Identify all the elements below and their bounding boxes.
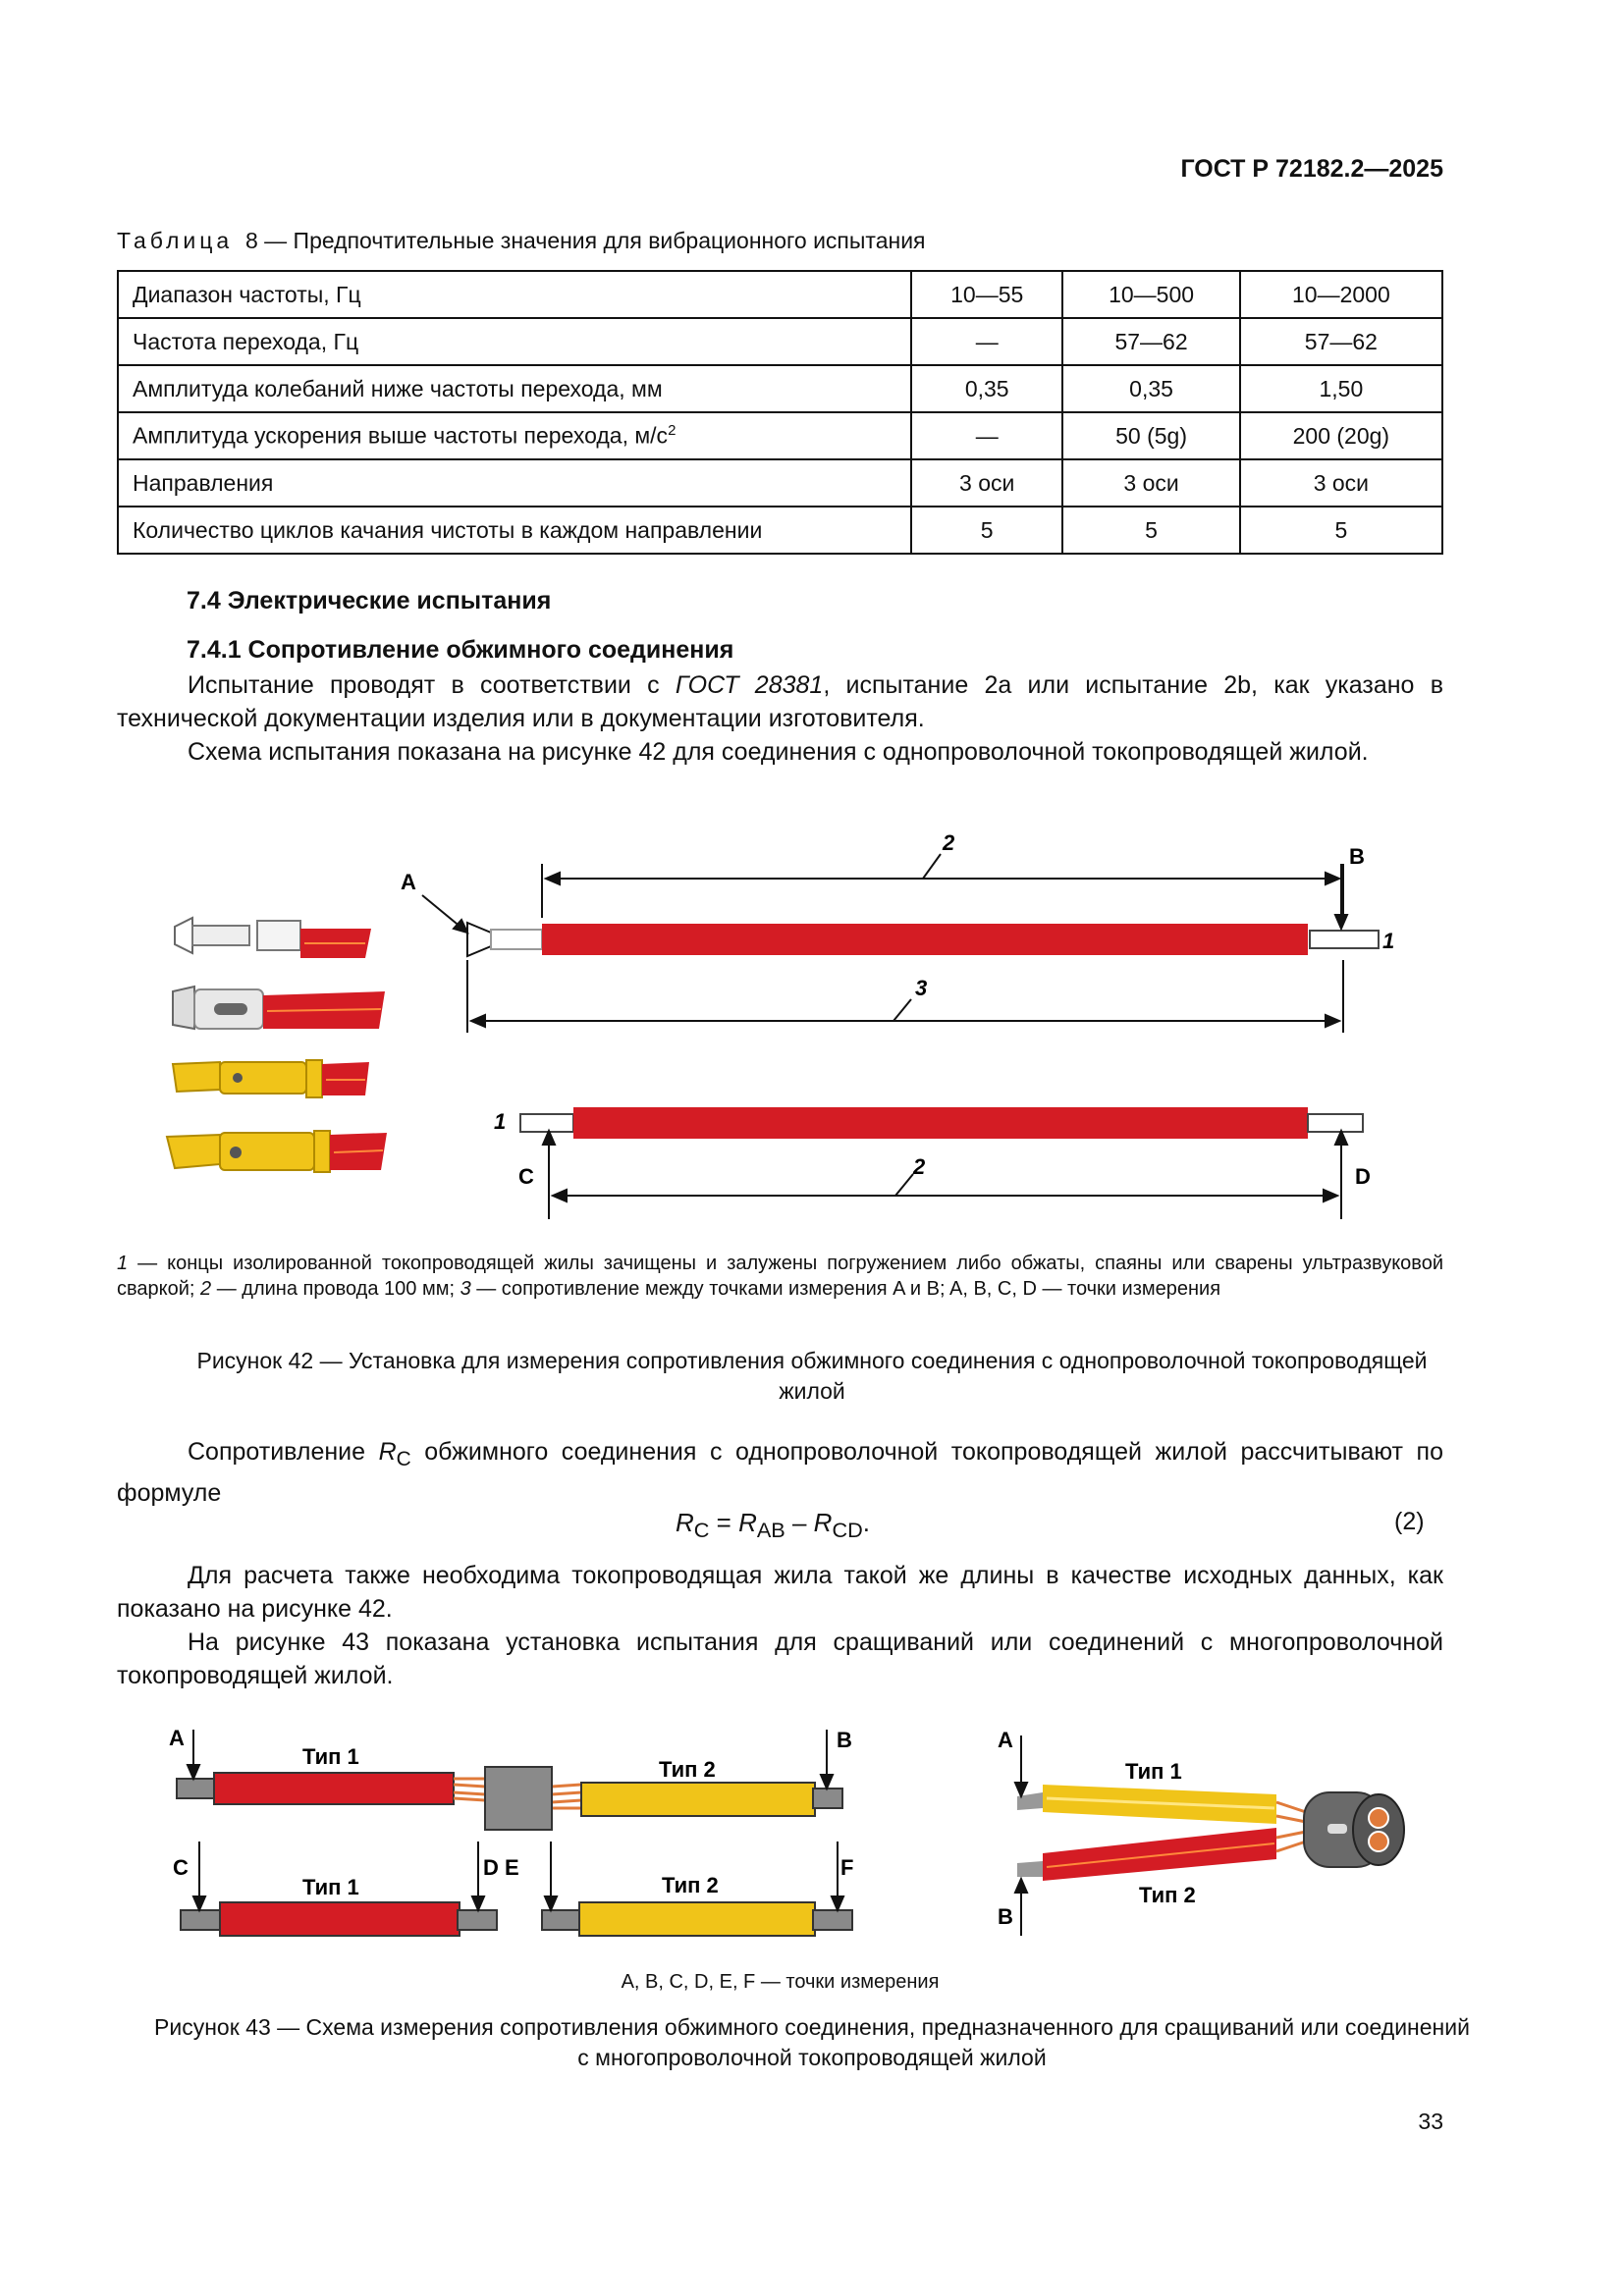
legend-text: — сопротивление между точками измерения A и B; A, B, C, D — точки измерения	[470, 1278, 1221, 1300]
paragraph: На рисунке 43 показана установка испытания для сращиваний или соединений с многопроволочной токопроводящей жилой.	[117, 1629, 1443, 1689]
label-A-photo: A	[998, 1728, 1013, 1752]
page-number: 33	[1418, 2109, 1443, 2134]
label-2-upper: 2	[943, 830, 955, 855]
arrow-A-fig43	[188, 1730, 199, 1779]
table-cell: —	[911, 412, 1062, 459]
paragraph-text: Испытание проводят в соответствии с	[188, 671, 676, 699]
table-cell: 3 оси	[1062, 459, 1239, 507]
vibration-table	[117, 270, 1443, 555]
label-type2-bottom: Тип 2	[662, 1873, 719, 1897]
table-caption-number: 8	[244, 228, 258, 253]
table-row	[118, 318, 1442, 365]
table-cell: 3 оси	[911, 459, 1062, 507]
terminal-photo-1	[175, 918, 371, 958]
table-row	[118, 365, 1442, 412]
terminal-photo-2	[173, 987, 385, 1029]
label-type1-bottom: Тип 1	[302, 1875, 359, 1899]
label-type1-top: Тип 1	[302, 1744, 359, 1769]
paragraph: Схема испытания показана на рисунке 42 для соединения с однопроволочной токопроводящей жилой.	[188, 738, 1369, 766]
paragraph: Для расчета также необходима токопроводящая жила такой же длины в качестве исходных данных, как показано на рисунке 42.	[117, 1562, 1443, 1623]
subscript: C	[396, 1448, 411, 1470]
table-cell-text: Амплитуда ускорения выше частоты перехода, м/с	[133, 422, 669, 449]
table-cell: 10—55	[911, 271, 1062, 318]
table-cell: 57—62	[1062, 318, 1239, 365]
variable-R: R	[676, 1508, 694, 1537]
arrow-B	[1335, 864, 1347, 929]
legend-text: — длина провода 100 мм;	[211, 1278, 460, 1300]
document-header: ГОСТ Р 72182.2—2025	[1180, 155, 1443, 183]
minus-sign: –	[785, 1508, 814, 1537]
table-cell: 57—62	[1240, 318, 1442, 365]
upper-wire	[467, 923, 1379, 956]
variable-R: R	[813, 1508, 833, 1537]
wire-type2-bottom	[542, 1902, 852, 1936]
label-B: B	[837, 1728, 852, 1752]
formula-number: (2)	[1394, 1508, 1425, 1535]
subscript: AB	[756, 1518, 785, 1543]
figure-42-diagram	[0, 825, 1624, 1237]
connector-photo	[1017, 1785, 1404, 1881]
arrow-D	[1335, 1131, 1347, 1219]
terminal-photo-3	[173, 1060, 369, 1097]
arrow-A	[422, 895, 467, 933]
label-type2-photo: Тип 2	[1139, 1883, 1196, 1907]
formula-2	[676, 1508, 870, 1543]
subsection-heading: 7.4.1 Сопротивление обжимного соединения	[187, 636, 734, 664]
table-cell: 10—500	[1062, 271, 1239, 318]
arrows-A-B-photo	[1015, 1735, 1027, 1936]
period: .	[862, 1508, 870, 1537]
subscript: C	[693, 1518, 710, 1543]
legend-number: 2	[200, 1278, 212, 1300]
table-cell: 0,35	[1062, 365, 1239, 412]
label-D-E: D E	[483, 1855, 519, 1880]
paragraph-text: Сопротивление	[188, 1438, 379, 1466]
paragraph-text: , испытание 2а или испытание 2b, как указано в технической документации изделия или в документации изготовителя.	[117, 671, 1443, 732]
table-row	[118, 507, 1442, 554]
label-C: C	[173, 1855, 189, 1880]
table-cell: Частота перехода, Гц	[118, 318, 911, 365]
table-caption-prefix: Таблица	[117, 228, 234, 253]
lower-wire	[520, 1107, 1363, 1139]
label-2-lower: 2	[913, 1154, 926, 1179]
section-heading: 7.4 Электрические испытания	[187, 587, 552, 614]
arrow-B-fig43	[821, 1730, 833, 1789]
table-cell: 1,50	[1240, 365, 1442, 412]
table-cell: 10—2000	[1240, 271, 1442, 318]
variable-R: R	[378, 1438, 397, 1466]
label-B-photo: B	[998, 1904, 1013, 1929]
table-cell: Количество циклов качания чистоты в каждом направлении	[118, 507, 911, 554]
figure-43-legend: A, B, C, D, E, F — точки измерения	[621, 1971, 940, 1993]
table-cell: 0,35	[911, 365, 1062, 412]
subscript: CD	[832, 1518, 863, 1543]
terminal-photo-4	[167, 1131, 387, 1172]
legend-number: 3	[460, 1278, 471, 1300]
label-A: A	[169, 1726, 185, 1750]
figure-42-legend	[117, 1251, 1443, 1302]
table-cell: Направления	[118, 459, 911, 507]
figure-43-caption: Рисунок 43 — Схема измерения сопротивления обжимного соединения, предназначенного для сращиваний или соединений с многопроволочной токопроводящей жилой	[154, 2014, 1470, 2070]
splice-top	[177, 1767, 842, 1830]
equals-sign: =	[709, 1508, 739, 1537]
dimension-2-upper	[542, 854, 1343, 918]
label-D: D	[1355, 1164, 1371, 1189]
paragraph-text: обжимного соединения с однопроволочной токопроводящей жилой рассчитывают по формуле	[117, 1438, 1443, 1507]
label-B: B	[1349, 844, 1365, 869]
superscript: 2	[668, 422, 677, 440]
standard-reference: ГОСТ 28381	[675, 671, 824, 699]
table-cell	[118, 412, 911, 459]
label-type2-top: Тип 2	[659, 1757, 716, 1782]
figure-42-caption: Рисунок 42 — Установка для измерения сопротивления обжимного соединения с однопроволочной токопроводящей жилой	[196, 1348, 1428, 1404]
dimension-2-lower	[553, 1174, 1337, 1201]
table-caption	[117, 228, 926, 254]
table-cell: Диапазон частоты, Гц	[118, 271, 911, 318]
dimension-3	[467, 960, 1343, 1033]
label-1-lower: 1	[494, 1109, 507, 1134]
table-row	[118, 459, 1442, 507]
arrow-C	[543, 1131, 555, 1219]
label-1-upper: 1	[1382, 929, 1395, 953]
table-cell: 50 (5g)	[1062, 412, 1239, 459]
table-cell: 5	[1062, 507, 1239, 554]
legend-number: 1	[117, 1253, 129, 1274]
legend-text: — концы изолированной токопроводящей жилы зачищены и залужены погружением либо обжаты, спаяны или сварены ультразвуковой сваркой;	[117, 1253, 1443, 1300]
paragraph	[117, 668, 1443, 735]
table-row	[118, 412, 1442, 459]
label-F: F	[840, 1855, 854, 1880]
label-3: 3	[915, 976, 928, 1000]
table-cell: —	[911, 318, 1062, 365]
table-cell: 3 оси	[1240, 459, 1442, 507]
label-A: A	[401, 870, 416, 894]
figure-43-diagram	[0, 1708, 1624, 1963]
label-type1-photo: Тип 1	[1125, 1759, 1182, 1784]
table-cell: Амплитуда колебаний ниже частоты перехода, мм	[118, 365, 911, 412]
table-cell: 5	[911, 507, 1062, 554]
paragraph	[117, 1435, 1443, 1510]
table-cell: 5	[1240, 507, 1442, 554]
wire-type1-bottom	[181, 1902, 497, 1936]
label-C: C	[518, 1164, 534, 1189]
variable-R: R	[738, 1508, 757, 1537]
table-caption-text: — Предпочтительные значения для вибрационного испытания	[264, 228, 926, 253]
table-row	[118, 271, 1442, 318]
table-cell: 200 (20g)	[1240, 412, 1442, 459]
